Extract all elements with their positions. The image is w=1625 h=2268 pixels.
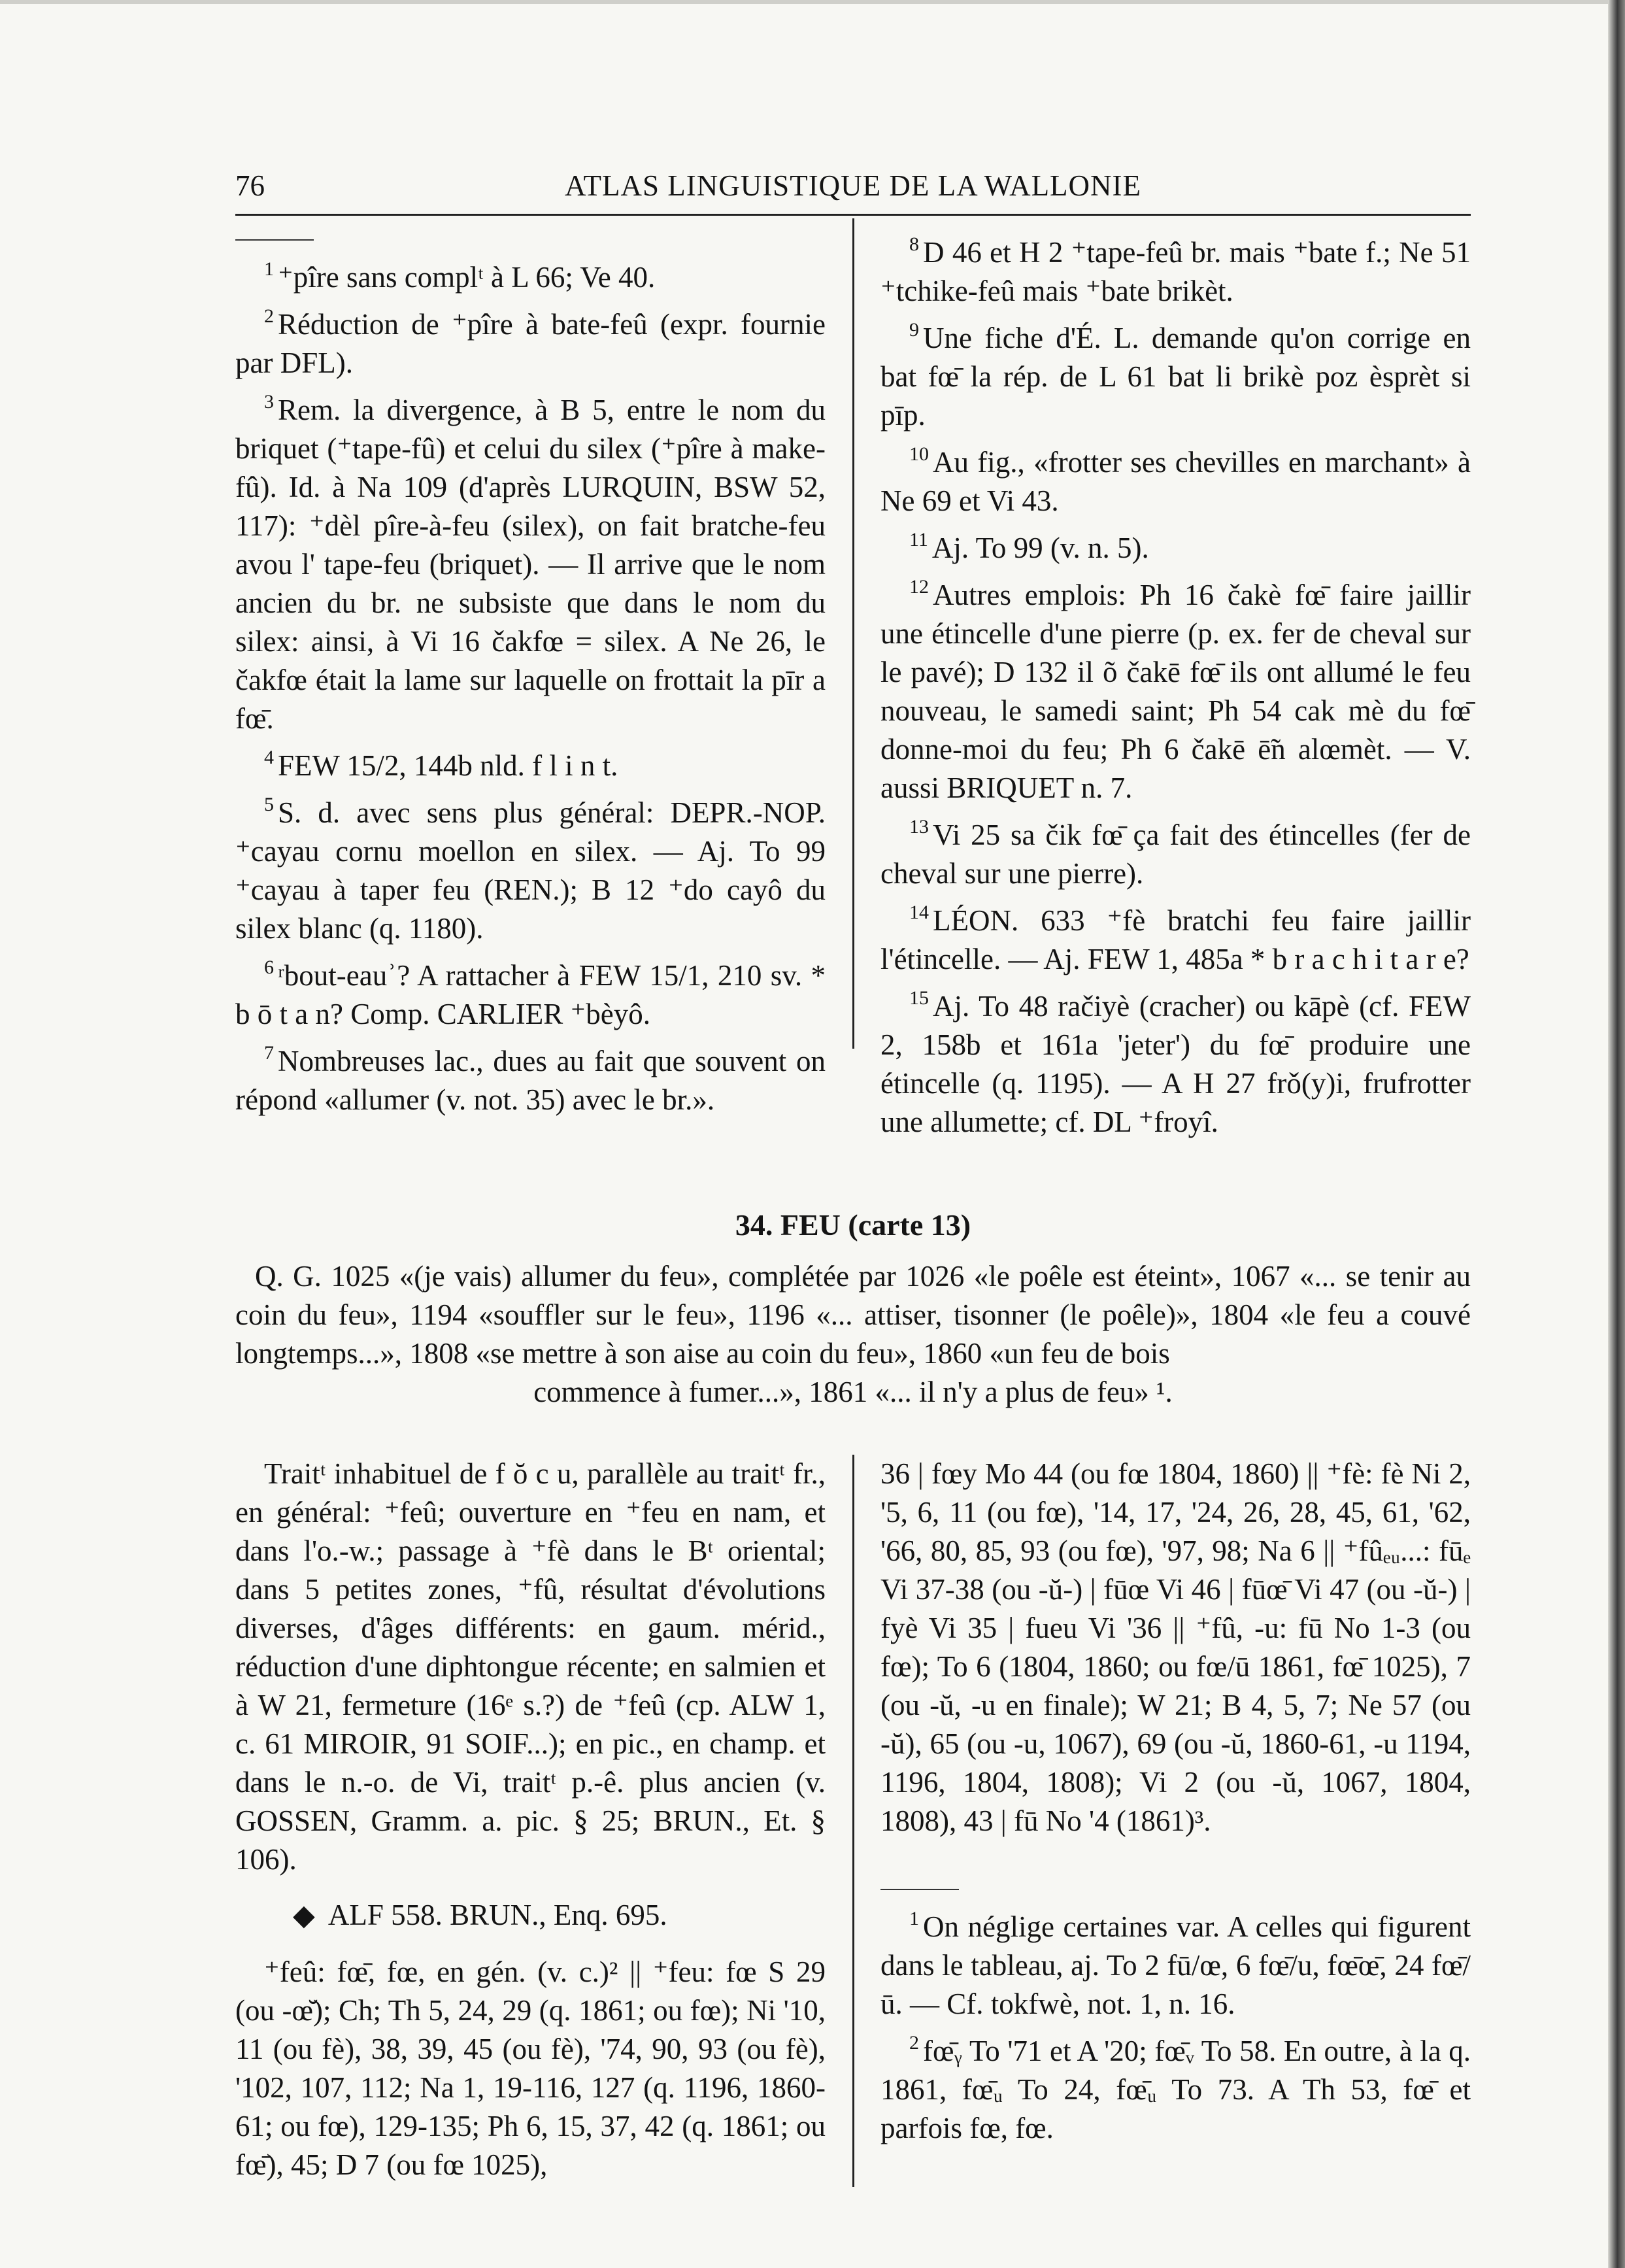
- body-footnotes: [880, 1889, 1471, 2148]
- section-intro: Q. G. 1025 «(je vais) allumer du feu», complétée par 1026 «le poêle est éteint», 1067 «... se tenir au coin du feu», 1194 «souffler sur le feu», 1196 «... attiser, tisonner (le poêle)», 1804 «le feu a couvé longtemps...», 1808 «se mettre à son aise au coin du feu», 1860 «un feu de bois: [235, 1260, 1471, 1370]
- top-left-notes: [235, 218, 826, 1142]
- page-header: [235, 167, 1471, 211]
- footnote: $^{13}$ Vi 25 sa čik fœ̄ ça fait des étincelles (fer de cheval sur une pierre).: [880, 816, 1471, 890]
- footnote: $^2$ fœ̄ᵧ To '71 et A '20; fœ̄ᵥ To 58. En outre, à la q. 1861, fœ̄ᵤ To 24, fœ̄ᵤ To 73. A Th 53, fœ̄ et parfois fœ, fœ.: [880, 2032, 1471, 2144]
- footnote: $^{14}$ LÉON. 633 ⁺fè bratchi feu faire jaillir l'étincelle. — Aj. FEW 1, 485a * b r a c h i t a r e?: [880, 902, 1471, 975]
- body-paragraph: 36 | fœy Mo 44 (ou fœ 1804, 1860) || ⁺fè: fè Ni 2, '5, 6, 11 (ou fœ), '14, 17, '24, 26, 28, 45, 61, '62, '66, 80, 85, 93 (ou fœ), '97, 98; Na 6 || ⁺fûₑᵤ...: fūₑ Vi 37-38 (ou -ŭ-) | fūœ Vi 46 | fūœ̄ Vi 47 (ou -ŭ-) | fyè Vi 35 | fueu Vi '36 || ⁺fû, -u: fū No 1-3 (ou fœ); To 6 (1804, 1860; ou fœ/ū 1861, fœ̄ 1025), 7 (ou -ŭ, -u en finale); W 21; B 4, 5, 7; Ne 57 (ou -ŭ), 65 (ou -u, 1067), 69 (ou -ŭ, 1860-61, -u 1194, 1196, 1804, 1808); Vi 2 (ou -ŭ, 1067, 1804, 1808), 43 | fū No '4 (1861)³.: [880, 1457, 1471, 1837]
- footnote: $^5$ S. d. avec sens plus général: DEPR.-NOP. ⁺cayau cornu moellon en silex. — Aj. To 99 ⁺cayau à taper feu (REN.); B 12 ⁺do cayô du silex blanc (q. 1180).: [235, 794, 826, 945]
- header-rule: [235, 214, 1471, 216]
- body-left-column: [235, 1455, 826, 2184]
- page: [235, 167, 1471, 2184]
- body-columns: [235, 1455, 1471, 2184]
- body-paragraph: Traitᵗ inhabituel de f ŏ c u, parallèle au traitᵗ fr., en général: ⁺feû; ouverture en ⁺feu en nam, et dans l'o.-w.; passage à ⁺fè dans le Bᵗ oriental; dans 5 petites zones, ⁺fû, résultat d'évolutions diverses, d'âges différents: en gaum. mérid., réduction d'une diphtongue récente; en salmien et à W 21, fermeture (16ᵉ s.?) de ⁺feû (cp. ALW 1, c. 61 MIROIR, 91 SOIF...); en pic., en champ. et dans le n.-o. de Vi, traitᵗ p.-ê. plus ancien (v. GOSSEN, Gramm. a. pic. § 25; BRUN., Et. § 106).: [235, 1457, 826, 1876]
- diamond-icon: ◆: [293, 1899, 315, 1931]
- footnote: $^1$ On néglige certaines var. A celles qui figurent dans le tableau, aj. To 2 fū/œ, 6 fœ̄/u, fœ̄œ̄, 24 fœ̄/ū. — Cf. tokfwè, not. 1, n. 16.: [880, 1908, 1471, 2020]
- footnote: $^1$ ⁺pîre sans complᵗ à L 66; Ve 40.: [264, 258, 656, 294]
- page-number: 76: [235, 169, 265, 202]
- footnote: $^{11}$ Aj. To 99 (v. n. 5).: [909, 529, 1149, 564]
- footnote: $^{15}$ Aj. To 48 račiyè (cracher) ou kāpè (cf. FEW 2, 158b et 161a 'jeter') du fœ̄ produire une étincelle (q. 1195). — A H 27 frǒ(y)i, frufrotter une allumette; cf. DL ⁺froyî.: [880, 987, 1471, 1138]
- section-title: 34. FEU (carte 13): [735, 1208, 971, 1242]
- footnote: $^7$ Nombreuses lac., dues au fait que souvent on répond «allumer (v. not. 35) avec le br.».: [235, 1042, 826, 1116]
- footnote: $^8$ D 46 et H 2 ⁺tape-feû br. mais ⁺bate f.; Ne 51 ⁺tchike-feû mais ⁺bate brikèt.: [880, 233, 1471, 307]
- footnote: $^2$ Réduction de ⁺pîre à bate-feû (expr. fournie par DFL).: [235, 305, 826, 379]
- footnote-rule: [235, 239, 314, 241]
- top-right-notes: [880, 218, 1471, 1142]
- section-intro-end: commence à fumer...», 1861 «... il n'y a plus de feu» ¹.: [533, 1376, 1173, 1408]
- running-title: ATLAS LINGUISTIQUE DE LA WALLONIE: [564, 169, 1142, 202]
- footnote: $^9$ Une fiche d'É. L. demande qu'on corrige en bat fœ̄ la rép. de L 61 bat li brikè poz èsprèt si pīp.: [880, 319, 1471, 432]
- body-right-column: [880, 1455, 1471, 2184]
- footnote: $^{12}$ Autres emplois: Ph 16 čakè fœ̄ faire jaillir une étincelle d'une pierre (p. ex. fer de cheval sur le pavé); D 132 il õ čakē fœ̄ ils ont allumé le feu nouveau, le samedi saint; Ph 54 cak mè du fœ̄ donne-moi du feu; Ph 6 čakē ē̃n alœmèt. — V. aussi BRIQUET n. 7.: [880, 576, 1471, 804]
- footnote-rule: [880, 1889, 959, 1890]
- column-rule: [852, 1455, 854, 2187]
- alf-reference: ◆ ALF 558. BRUN., Enq. 695.: [235, 1896, 826, 1935]
- body-paragraph: ⁺feû: fœ̄, fœ, en gén. (v. c.)² || ⁺feu: fœ S 29 (ou -œ̆); Ch; Th 5, 24, 29 (q. 1861; ou fœ); Ni '10, 11 (ou fè), 38, 39, 45 (ou fè), '74, 90, 93 (ou fè), '102, 107, 112; Na 1, 19-116, 127 (q. 1196, 1860-61; ou fœ), 129-135; Ph 6, 15, 37, 42 (q. 1861; ou fœ̄), 45; D 7 (ou fœ 1025),: [235, 1955, 826, 2181]
- footnote: $^3$ Rem. la divergence, à B 5, entre le nom du briquet (⁺tape-fû) et celui du silex (⁺pîre à make-fû). Id. à Na 109 (d'après LURQUIN, BSW 52, 117): ⁺dèl pîre-à-feu (silex), on fait bratche-feu avou l' tape-feu (briquet). — Il arrive que le nom ancien du br. ne subsiste que dans le nom du silex: ainsi, à Vi 16 čakfœ = silex. A Ne 26, le čakfœ était la lame sur laquelle on frottait la pīr a fœ̄.: [235, 391, 826, 735]
- footnote: $^6$ ʳbout-eauʾ? A rattacher à FEW 15/1, 210 sv. * b ō t a n? Comp. CARLIER ⁺bèyô.: [235, 956, 826, 1030]
- scan-right-edge: [1608, 0, 1625, 2268]
- footnote: $^4$ FEW 15/2, 144b nld. f l i n t.: [264, 747, 618, 782]
- scan-top-edge: [0, 0, 1625, 4]
- column-rule: [852, 218, 854, 1049]
- footnote: $^{10}$ Au fig., «frotter ses chevilles en marchant» à Ne 69 et Vi 43.: [880, 443, 1471, 517]
- top-notes: [235, 218, 1471, 1142]
